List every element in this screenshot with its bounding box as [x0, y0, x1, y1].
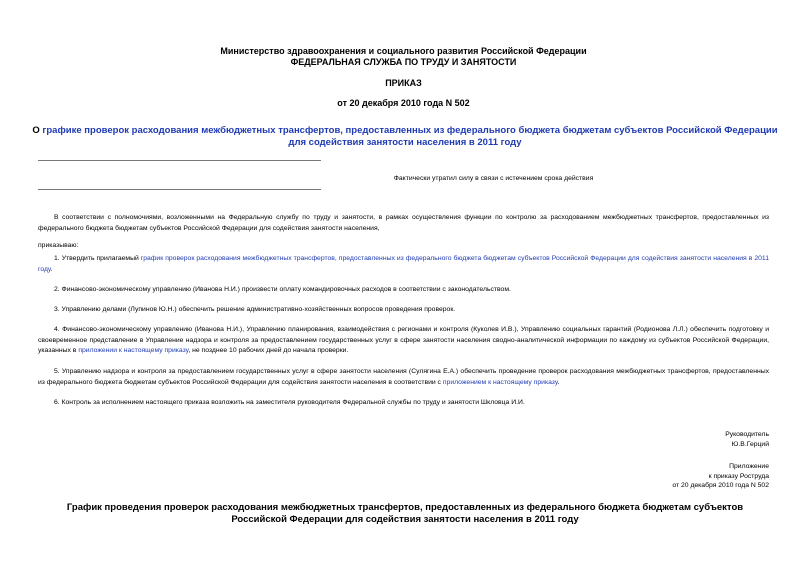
- item-5-prefix: 5. Управлению надзора и контроля за предоставлением государственных услуг в сфере занятости населения (Сулягина Е.А.) обеспечить проведение проверок расходования межбюджетных трансфертов, предоставленных из федерального бюджета бюджетам субъектов Российской Федерации для содействия занятости населения в соответствии с: [38, 368, 769, 386]
- item-1-link[interactable]: график проверок расходования межбюджетных трансфертов, предоставленных из федерального бюджета бюджетам субъектов Российской Федерации для содействия занятости населения в 2011 году: [38, 255, 769, 273]
- item-4-link[interactable]: приложении к настоящему приказу: [78, 347, 189, 354]
- appendix-block: [469, 462, 769, 491]
- service-name: ФЕДЕРАЛЬНАЯ СЛУЖБА ПО ТРУДУ И ЗАНЯТОСТИ: [290, 57, 517, 67]
- item-4-suffix: , не позднее 10 рабочих дней до начала проверки.: [188, 347, 349, 354]
- doc-title-prefix: О: [32, 125, 43, 136]
- signature-block: [469, 430, 769, 449]
- item-4: [38, 325, 769, 357]
- item-6: 6. Контроль за исполнением настоящего приказа возложить на заместителя руководителя Федеральной службы по труду и занятости Шкловца И.И.: [54, 399, 525, 406]
- item-1-prefix: 1. Утвердить прилагаемый: [54, 255, 141, 262]
- item-5-link[interactable]: приложением к настоящему приказу: [442, 378, 558, 386]
- item-1-suffix: .: [50, 265, 53, 273]
- order-word: приказываю:: [38, 242, 79, 249]
- item-5-suffix: .: [557, 378, 560, 386]
- doc-type: ПРИКАЗ: [385, 78, 422, 88]
- schedule-title: График проведения проверок расходования межбюджетных трансфертов, предоставленных из федерального бюджета бюджетам субъектов Российской Федерации для содействия занятости населения в 2011 году: [66, 502, 744, 525]
- item-5: [38, 367, 769, 388]
- preamble: В соответствии с полномочиями, возложенными на Федеральную службу по труду и занятости, в рамках осуществления функции по контролю за расходованием межбюджетных трансфертов, предоставленных из федерального бюджета бюджетам субъектов Российской Федерации для содействия занятости населения,: [38, 214, 769, 232]
- item-4-prefix: 4. Финансово-экономическому управлению (Иванова Н.И.), Управлению планирования, взаимодействия с регионами и контроля (Куколев И.В.), Управлению социальных гарантий (Родионова Л.Л.) обеспечить подготовку и своевременное представление в Управление надзора и контроля за предоставлением государственных услуг в сфере занятости населения сводно-аналитической информации по каждому из субъектов Российской Федерации, указанных в: [38, 326, 769, 354]
- divider-top: [38, 160, 321, 161]
- signature-position: Руководитель: [725, 431, 769, 438]
- item-2: 2. Финансово-экономическому управлению (Иванова Н.И.) произвести оплату командировочных расходов в соответствии с законодательством.: [54, 286, 511, 293]
- signature-name: Ю.В.Герций: [731, 440, 769, 448]
- appendix-label: Приложение: [729, 463, 769, 470]
- item-3: 3. Управлению делами (Лупинов Ю.Н.) обеспечить решение административно-хозяйственных вопросов проведения проверок.: [54, 306, 456, 313]
- status-note: Фактически утратил силу в связи с истечением срока действия: [393, 175, 594, 182]
- item-1: [38, 254, 769, 275]
- ministry-name: Министерство здравоохранения и социального развития Российской Федерации: [220, 46, 587, 56]
- appendix-ref: к приказу Роструда: [708, 472, 769, 480]
- appendix-date: от 20 декабря 2010 года N 502: [672, 482, 769, 489]
- divider-bottom: [38, 189, 321, 190]
- doc-date-number: от 20 декабря 2010 года N 502: [337, 98, 470, 108]
- doc-title: [30, 125, 780, 149]
- doc-title-link[interactable]: графике проверок расходования межбюджетных трансфертов, предоставленных из федерального бюджета бюджетам субъектов Российской Федерации для содействия занятости населения в 2011 году: [42, 125, 778, 148]
